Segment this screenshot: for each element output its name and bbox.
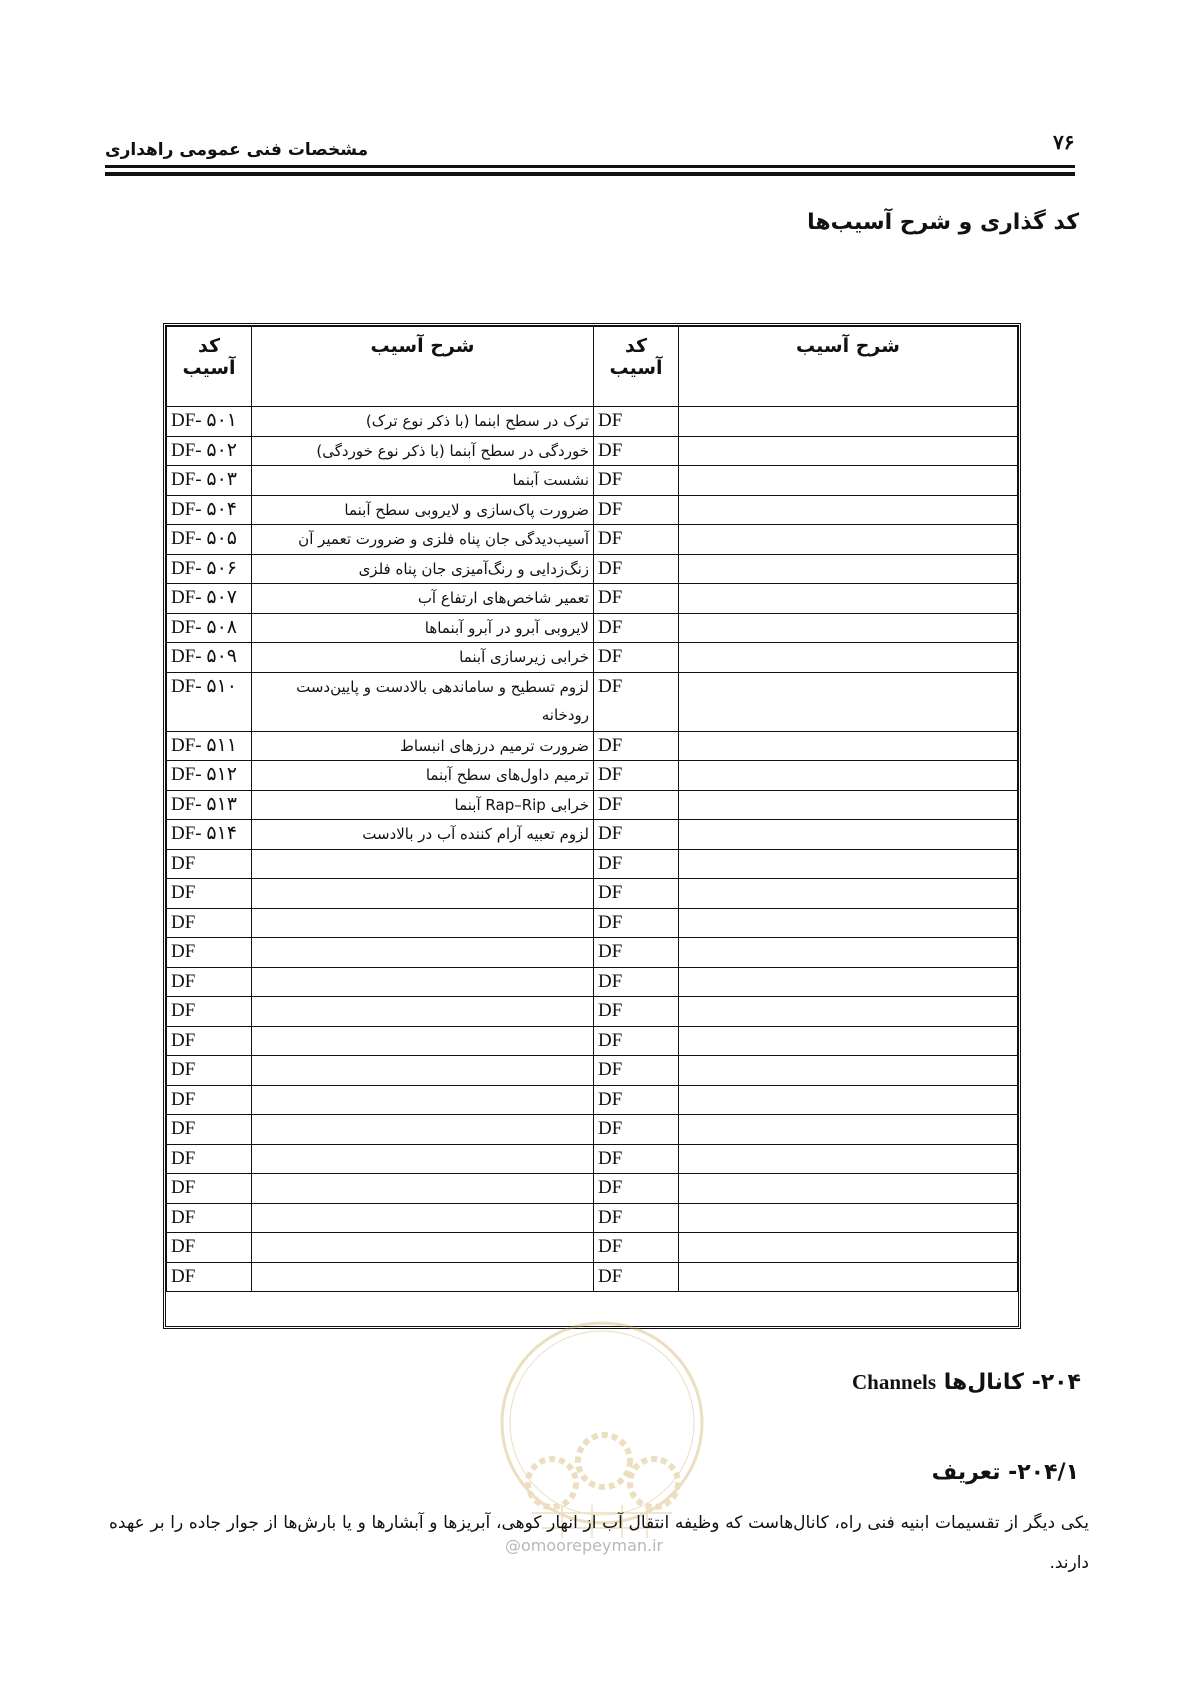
code-cell: DF- ۵۰۵	[167, 525, 252, 555]
code-cell-2: DF	[594, 879, 679, 909]
page-number: ۷۶	[1053, 130, 1075, 154]
description-cell	[252, 1056, 594, 1086]
table-row	[167, 436, 1018, 466]
code-cell-2: DF	[594, 1144, 679, 1174]
code-cell-2: DF	[594, 436, 679, 466]
description-cell	[252, 1144, 594, 1174]
table-row	[167, 967, 1018, 997]
code-cell-2: DF	[594, 731, 679, 761]
description-cell-2	[679, 731, 1018, 761]
damage-codes-table	[163, 323, 1021, 1329]
description-cell-2	[679, 1115, 1018, 1145]
table-row	[167, 1144, 1018, 1174]
code-cell: DF	[167, 967, 252, 997]
table-row	[167, 1203, 1018, 1233]
description-cell-2	[679, 407, 1018, 437]
code-cell-2: DF	[594, 1085, 679, 1115]
description-cell	[252, 879, 594, 909]
code-cell-2: DF	[594, 790, 679, 820]
description-cell-2	[679, 997, 1018, 1027]
description-cell	[252, 1262, 594, 1292]
code-cell-2: DF	[594, 849, 679, 879]
table-row	[167, 584, 1018, 614]
description-cell: لایروبی آبرو در آبرو آبنماها	[252, 613, 594, 643]
code-cell: DF	[167, 1262, 252, 1292]
table-row	[167, 613, 1018, 643]
running-title: مشخصات فنی عمومی راهداری	[105, 140, 369, 160]
code-cell: DF	[167, 1085, 252, 1115]
code-cell: DF	[167, 908, 252, 938]
table-row	[167, 643, 1018, 673]
description-cell-2	[679, 643, 1018, 673]
code-cell: DF- ۵۰۴	[167, 495, 252, 525]
code-cell: DF	[167, 1174, 252, 1204]
description-cell-2	[679, 1262, 1018, 1292]
table-row	[167, 554, 1018, 584]
code-cell-2: DF	[594, 1233, 679, 1263]
description-cell-2	[679, 761, 1018, 791]
description-cell	[252, 967, 594, 997]
table-row	[167, 938, 1018, 968]
code-cell: DF	[167, 849, 252, 879]
table-row	[167, 879, 1018, 909]
description-cell	[252, 849, 594, 879]
code-cell-2: DF	[594, 495, 679, 525]
table-row	[167, 761, 1018, 791]
description-cell	[252, 1085, 594, 1115]
table-header-row	[167, 327, 1018, 407]
code-cell: DF	[167, 997, 252, 1027]
description-cell: نشست آبنما	[252, 466, 594, 496]
description-cell-2	[679, 967, 1018, 997]
code-cell-2: DF	[594, 1262, 679, 1292]
code-cell: DF- ۵۰۷	[167, 584, 252, 614]
code-cell: DF- ۵۰۶	[167, 554, 252, 584]
header-rule-thick	[105, 172, 1075, 176]
code-cell: DF	[167, 1026, 252, 1056]
code-cell-2: DF	[594, 820, 679, 850]
code-cell: DF	[167, 938, 252, 968]
header-code: کد آسیب	[167, 327, 252, 407]
code-cell: DF	[167, 1203, 252, 1233]
description-cell: لزوم تعبیه آرام کننده آب در بالادست	[252, 820, 594, 850]
code-cell-2: DF	[594, 525, 679, 555]
code-cell: DF- ۵۱۳	[167, 790, 252, 820]
description-cell	[252, 1203, 594, 1233]
code-cell-2: DF	[594, 908, 679, 938]
description-cell: ضرورت ترمیم درزهای انبساط	[252, 731, 594, 761]
description-cell: آسیب‌دیدگی جان پناه فلزی و ضرورت تعمیر آن	[252, 525, 594, 555]
section-title: کد گذاری و شرح آسیب‌ها	[807, 210, 1079, 235]
table-row	[167, 1262, 1018, 1292]
description-cell-2	[679, 820, 1018, 850]
description-cell: تعمیر شاخص‌های ارتفاع آب	[252, 584, 594, 614]
code-cell: DF	[167, 879, 252, 909]
section-204-title: کانال‌ها	[943, 1370, 1024, 1395]
description-cell-2	[679, 672, 1018, 731]
code-cell-2: DF	[594, 466, 679, 496]
description-cell: خرابی زیرسازی آبنما	[252, 643, 594, 673]
description-cell	[252, 997, 594, 1027]
description-cell: خرابی Rap–Rip آبنما	[252, 790, 594, 820]
code-cell-2: DF	[594, 1056, 679, 1086]
code-cell-2: DF	[594, 1026, 679, 1056]
description-cell-2	[679, 436, 1018, 466]
code-cell: DF	[167, 1233, 252, 1263]
code-cell-2: DF	[594, 554, 679, 584]
table-row	[167, 908, 1018, 938]
header-desc: شرح آسیب	[252, 327, 594, 407]
description-cell: زنگ‌زدایی و رنگ‌آمیزی جان پناه فلزی	[252, 554, 594, 584]
description-cell	[252, 908, 594, 938]
table-row	[167, 997, 1018, 1027]
table-row	[167, 672, 1018, 731]
description-cell: ضرورت پاک‌سازی و لایروبی سطح آبنما	[252, 495, 594, 525]
description-cell-2	[679, 1233, 1018, 1263]
section-204-title-en: Channels	[852, 1370, 937, 1394]
description-cell-2	[679, 1174, 1018, 1204]
table-row	[167, 849, 1018, 879]
description-cell-2	[679, 908, 1018, 938]
description-cell-2	[679, 495, 1018, 525]
description-cell-2	[679, 554, 1018, 584]
table-row	[167, 731, 1018, 761]
description-cell-2	[679, 1203, 1018, 1233]
section-204-number: ۲۰۴-	[1031, 1370, 1081, 1395]
table-row	[167, 1026, 1018, 1056]
code-cell-2: DF	[594, 938, 679, 968]
table-row	[167, 495, 1018, 525]
header-rule-thin	[105, 165, 1075, 168]
description-cell	[252, 1233, 594, 1263]
section-204-heading	[852, 1370, 1081, 1395]
code-cell: DF	[167, 1115, 252, 1145]
description-cell: ترمیم داول‌های سطح آبنما	[252, 761, 594, 791]
watermark-url: @omoorepeyman.ir	[505, 1536, 664, 1555]
table-row	[167, 407, 1018, 437]
code-cell-2: DF	[594, 672, 679, 731]
code-cell-2: DF	[594, 613, 679, 643]
description-cell	[252, 1026, 594, 1056]
description-cell	[252, 1174, 594, 1204]
table-row	[167, 1233, 1018, 1263]
table-row	[167, 820, 1018, 850]
table-row	[167, 525, 1018, 555]
code-cell: DF- ۵۱۴	[167, 820, 252, 850]
code-cell-2: DF	[594, 1174, 679, 1204]
code-cell-2: DF	[594, 761, 679, 791]
table-row	[167, 466, 1018, 496]
description-cell-2	[679, 1026, 1018, 1056]
code-cell: DF- ۵۰۳	[167, 466, 252, 496]
description-cell-2	[679, 1144, 1018, 1174]
description-cell-2	[679, 584, 1018, 614]
table-row	[167, 1115, 1018, 1145]
description-cell-2	[679, 938, 1018, 968]
description-cell-2	[679, 1085, 1018, 1115]
code-cell: DF- ۵۱۱	[167, 731, 252, 761]
description-cell-2	[679, 790, 1018, 820]
description-cell-2	[679, 613, 1018, 643]
code-cell: DF- ۵۰۹	[167, 643, 252, 673]
table-row	[167, 1085, 1018, 1115]
header-code-2: کد آسیب	[594, 327, 679, 407]
code-cell: DF	[167, 1144, 252, 1174]
description-cell-2	[679, 1056, 1018, 1086]
code-cell-2: DF	[594, 584, 679, 614]
section-2041-heading: ۲۰۴/۱- تعریف	[931, 1460, 1079, 1485]
code-cell-2: DF	[594, 997, 679, 1027]
description-cell: خوردگی در سطح آبنما (با ذکر نوع خوردگی)	[252, 436, 594, 466]
description-cell: لزوم تسطیح و ساماندهی بالادست و پایین‌دست رودخانه	[252, 672, 594, 731]
description-cell-2	[679, 879, 1018, 909]
code-cell: DF- ۵۰۱	[167, 407, 252, 437]
description-cell-2	[679, 849, 1018, 879]
definition-paragraph: یکی دیگر از تقسیمات ابنیه فنی راه، کانال‌هاست که وظیفه انتقال آب از انهار کوهی، آبریزها و آبشارها و یا بارش‌ها از جوار جاده را بر عهده دارند.	[109, 1513, 1089, 1573]
code-cell-2: DF	[594, 643, 679, 673]
code-cell: DF- ۵۱۲	[167, 761, 252, 791]
description-cell-2	[679, 466, 1018, 496]
description-cell	[252, 938, 594, 968]
code-cell: DF	[167, 1056, 252, 1086]
description-cell: ترک در سطح ابنما (با ذکر نوع ترک)	[252, 407, 594, 437]
header-desc-2: شرح آسیب	[679, 327, 1018, 407]
code-cell: DF- ۵۰۸	[167, 613, 252, 643]
code-cell: DF- ۵۰۲	[167, 436, 252, 466]
code-cell-2: DF	[594, 1115, 679, 1145]
code-cell-2: DF	[594, 967, 679, 997]
description-cell	[252, 1115, 594, 1145]
table-row	[167, 790, 1018, 820]
table-row	[167, 1174, 1018, 1204]
table-row	[167, 1056, 1018, 1086]
code-cell-2: DF	[594, 1203, 679, 1233]
description-cell-2	[679, 525, 1018, 555]
code-cell: DF- ۵۱۰	[167, 672, 252, 731]
code-cell-2: DF	[594, 407, 679, 437]
